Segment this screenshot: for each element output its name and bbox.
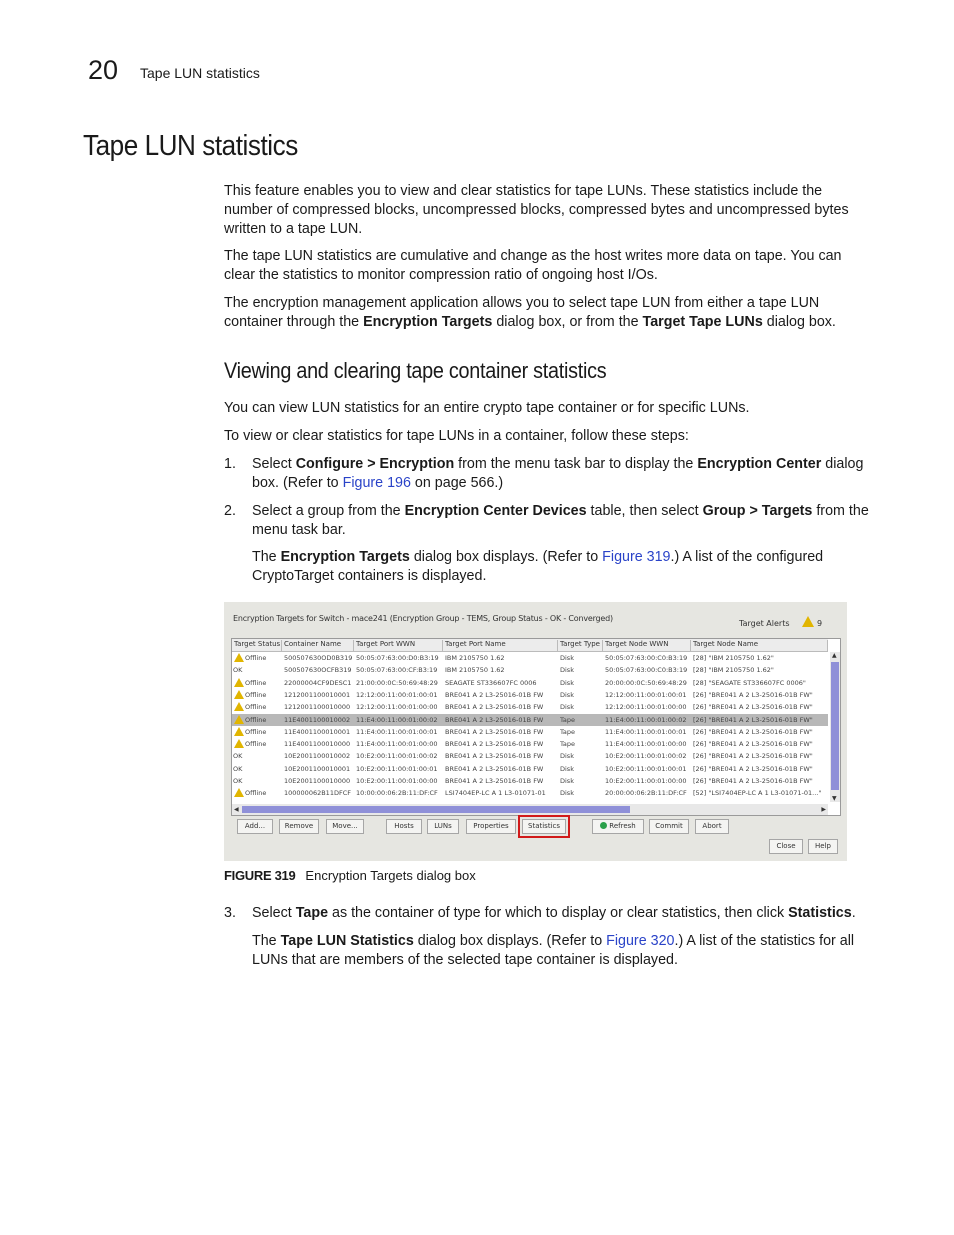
table-cell: [26] "BRE041 A 2 L3-25016-01B FW" [693, 703, 813, 712]
table-cell: 10:E2:00:11:00:01:00:01 [356, 764, 438, 773]
table-cell: BRE041 A 2 L3-25016-01B FW [445, 715, 544, 724]
table-cell: BRE041 A 2 L3-25016-01B FW [445, 740, 544, 749]
table-row[interactable] [232, 701, 828, 713]
dialog-title: Encryption Targets for Switch - mace241 (Encryption Group - TEMS, Group Status - OK - Converged) [233, 614, 613, 623]
term: Configure > Encryption [295, 456, 455, 472]
sub-paragraph-1: You can view LUN statistics for an entire crypto tape container or for specific LUNs. [224, 400, 750, 416]
table-cell: OK [233, 777, 243, 785]
column-header[interactable]: Target Node WWN [603, 640, 691, 651]
table-cell: BRE041 A 2 L3-25016-01B FW [445, 777, 544, 785]
table-cell: SEAGATE ST336607FC 0006 [445, 678, 537, 687]
statistics-button[interactable]: Statistics [522, 819, 566, 834]
table-cell: Tape [560, 740, 576, 749]
table-cell: Tape [560, 727, 576, 736]
figure-caption [224, 868, 476, 883]
table-cell: [52] "LSI7404EP-LC A 1 L3-01071-01..." [693, 789, 822, 798]
table-cell: Offline [245, 727, 267, 736]
column-header[interactable]: Target Type [558, 640, 603, 651]
table-cell: LSI7404EP-LC A 1 L3-01071-01 [445, 789, 546, 798]
add-button[interactable]: Add... [237, 819, 273, 834]
step-2-result [252, 548, 874, 586]
step-text [252, 904, 874, 923]
sub-paragraph-2: To view or clear statistics for tape LUNs in a container, follow these steps: [224, 428, 689, 444]
scroll-left-icon[interactable]: ◀ [234, 806, 239, 813]
table-cell: Disk [560, 777, 574, 785]
table-cell: 11:E4:00:11:00:01:00:01 [605, 727, 687, 736]
scroll-down-icon[interactable]: ▼ [832, 795, 837, 802]
table-cell: 11:E4:00:11:00:01:00:02 [605, 715, 687, 724]
table-cell: Disk [560, 789, 574, 798]
properties-button[interactable]: Properties [466, 819, 516, 834]
target-alerts-label[interactable]: Target Alerts [739, 619, 790, 628]
refresh-button[interactable] [592, 819, 644, 834]
table-cell: 100000062B11DFCF [284, 789, 351, 798]
table-cell: [26] "BRE041 A 2 L3-25016-01B FW" [693, 777, 813, 785]
targets-table [231, 638, 841, 816]
table-row[interactable] [232, 689, 828, 701]
term: Encryption Center [697, 456, 822, 472]
text: as the container of type for which to display or clear statistics, then click [328, 905, 789, 921]
column-header[interactable]: Target Port WWN [354, 640, 443, 651]
help-button[interactable]: Help [808, 839, 838, 854]
table-cell: BRE041 A 2 L3-25016-01B FW [445, 752, 544, 761]
column-header[interactable]: Target Node Name [691, 640, 828, 651]
column-header[interactable]: Target Port Name [443, 640, 558, 651]
table-cell: Offline [245, 715, 267, 724]
text: table, then select [586, 503, 703, 519]
warning-icon [234, 715, 244, 724]
term: Statistics [788, 905, 852, 921]
chapter-number: 20 [88, 55, 119, 85]
text: The [252, 933, 281, 949]
close-button[interactable]: Close [769, 839, 803, 854]
table-cell: 22000004CF9DESC1 [284, 678, 352, 687]
table-cell: 11:E4:00:11:00:01:00:02 [356, 715, 438, 724]
table-cell: Offline [245, 740, 267, 749]
table-cell: 20:00:00:0C:50:69:48:29 [605, 678, 687, 687]
section-title: Tape LUN statistics [83, 130, 298, 162]
remove-button[interactable]: Remove [279, 819, 319, 834]
text: Select a group from the [252, 503, 405, 519]
warning-icon [234, 739, 244, 748]
table-cell: 50:05:07:63:00:CF:B3:19 [356, 666, 438, 675]
scroll-thumb[interactable] [242, 806, 630, 813]
table-cell: 12:12:00:11:00:01:00:01 [605, 690, 687, 699]
step-text [252, 455, 874, 493]
table-row[interactable] [232, 787, 828, 799]
column-header[interactable]: Target Status [232, 640, 282, 651]
table-cell: [28] "IBM 2105750 1.62" [693, 666, 774, 675]
table-cell: Offline [245, 789, 267, 798]
intro-paragraph-2: The tape LUN statistics are cumulative and change as the host writes more data on tape. You can clear the statistics to monitor compression ratio of ongoing host I/Os. [224, 248, 842, 283]
text: . [851, 905, 856, 921]
table-cell: 10:E2:00:11:00:01:00:02 [356, 752, 438, 761]
term-encryption-targets: Encryption Targets [363, 313, 493, 330]
table-cell: [26] "BRE041 A 2 L3-25016-01B FW" [693, 752, 813, 761]
table-cell: Offline [245, 678, 267, 687]
encryption-targets-dialog [224, 602, 847, 861]
table-row[interactable] [232, 726, 828, 738]
text: Select [252, 456, 296, 472]
text: dialog box, or from the [492, 313, 643, 330]
table-cell: 12:12:00:11:00:01:00:01 [356, 690, 438, 699]
table-cell: Disk [560, 654, 574, 662]
step-number: 1. [224, 456, 236, 472]
table-cell: Disk [560, 752, 574, 761]
figure-label: FIGURE 319 [224, 868, 296, 883]
table-cell: [28] "IBM 2105750 1.62" [693, 654, 774, 662]
term: Tape LUN Statistics [280, 933, 414, 949]
table-cell: [26] "BRE041 A 2 L3-25016-01B FW" [693, 690, 813, 699]
term: Tape [295, 905, 329, 921]
table-row[interactable] [232, 652, 828, 664]
table-cell: 11E4001100010002 [284, 715, 351, 724]
alerts-count: 9 [817, 619, 823, 628]
table-cell: 10E2001100010001 [284, 764, 351, 773]
table-cell: Offline [245, 690, 267, 699]
table-cell: [26] "BRE041 A 2 L3-25016-01B FW" [693, 740, 813, 749]
table-cell: 11E4001100010001 [284, 727, 351, 736]
table-cell: 20:00:00:06:2B:11:DF:CF [605, 789, 687, 798]
table-cell: OK [233, 666, 243, 675]
table-cell: Offline [245, 703, 267, 712]
table-header [232, 639, 828, 652]
text: The [252, 549, 281, 565]
table-cell: 1212001100010001 [284, 690, 351, 699]
text: The encryption management application allows you to select tape LUN from either a tape LUN container through the [224, 295, 820, 330]
table-cell: IBM 2105750 1.62 [445, 666, 505, 675]
table-cell: Disk [560, 703, 574, 712]
warning-icon [234, 690, 244, 699]
term: Encryption Targets [280, 549, 410, 565]
warning-icon [802, 616, 814, 627]
refresh-label: Refresh [609, 822, 636, 830]
table-cell: OK [233, 764, 243, 773]
table-cell: IBM 2105750 1.62 [445, 654, 505, 662]
luns-button[interactable]: LUNs [427, 819, 459, 834]
abort-button[interactable]: Abort [695, 819, 729, 834]
table-cell: 500507630OCFB319 [284, 666, 352, 675]
table-cell: Disk [560, 764, 574, 773]
chapter-title: Tape LUN statistics [140, 65, 260, 81]
figure-320-link[interactable]: Figure 320 [606, 933, 675, 949]
table-cell: 10:E2:00:11:00:01:00:00 [356, 777, 438, 785]
step-3 [224, 904, 874, 926]
table-row[interactable] [232, 763, 828, 775]
refresh-icon [600, 822, 607, 829]
scroll-right-icon[interactable]: ▶ [821, 806, 826, 813]
step-text [252, 502, 874, 540]
table-cell: 10:E2:00:11:00:01:00:02 [605, 752, 687, 761]
table-cell: 500507630OD0B319 [284, 654, 353, 662]
text: dialog box. (Refer to [252, 456, 864, 491]
table-cell: BRE041 A 2 L3-25016-01B FW [445, 764, 544, 773]
horizontal-scrollbar[interactable] [232, 804, 828, 815]
term-target-tape-luns: Target Tape LUNs [642, 313, 763, 330]
term: Encryption Center Devices [404, 503, 587, 519]
table-cell: 11:E4:00:11:00:01:00:00 [356, 740, 438, 749]
table-cell: [28] "SEAGATE ST336607FC 0006" [693, 678, 806, 687]
table-cell: BRE041 A 2 L3-25016-01B FW [445, 703, 544, 712]
table-cell: 10:00:00:06:2B:11:DF:CF [356, 789, 438, 798]
table-cell: 50:05:07:63:00:C0:B3:19 [605, 666, 688, 675]
table-cell: BRE041 A 2 L3-25016-01B FW [445, 690, 544, 699]
intro-paragraph-1: This feature enables you to view and clear statistics for tape LUNs. These statistics include the number of compressed blocks, uncompressed blocks, compressed bytes and uncompressed bytes written to a tape LUN. [224, 183, 849, 237]
intro-paragraph-3 [224, 294, 874, 332]
text: .) A list of the configured CryptoTarget containers is displayed. [252, 549, 824, 584]
table-cell: OK [233, 752, 243, 761]
step-number: 2. [224, 503, 236, 519]
table-cell: Disk [560, 690, 574, 699]
text: from the menu task bar to display the [454, 456, 698, 472]
text: dialog box displays. (Refer to [409, 549, 603, 565]
table-cell: Tape [560, 715, 576, 724]
table-row[interactable] [232, 775, 828, 787]
table-cell: [26] "BRE041 A 2 L3-25016-01B FW" [693, 727, 813, 736]
scroll-thumb[interactable] [831, 662, 839, 790]
warning-icon [234, 702, 244, 711]
table-cell: 11E4001100010000 [284, 740, 351, 749]
table-cell: Disk [560, 666, 574, 675]
text: dialog box. [762, 313, 836, 330]
figure-caption-text: Encryption Targets dialog box [305, 868, 476, 883]
table-cell: 11:E4:00:11:00:01:00:00 [605, 740, 687, 749]
table-cell: 10:E2:00:11:00:01:00:00 [605, 777, 687, 785]
column-header[interactable]: Container Name [282, 640, 354, 651]
text: dialog box displays. (Refer to [413, 933, 607, 949]
text: on page 566.) [410, 474, 504, 491]
figure-196-link[interactable]: Figure 196 [342, 474, 411, 491]
warning-icon [234, 678, 244, 687]
table-row[interactable] [232, 677, 828, 689]
warning-icon [234, 788, 244, 797]
table-cell: 12:12:00:11:00:01:00:00 [605, 703, 687, 712]
warning-icon [234, 653, 244, 662]
figure-319-link[interactable]: Figure 319 [602, 549, 671, 565]
table-cell: 11:E4:00:11:00:01:00:01 [356, 727, 438, 736]
table-cell: 10E2001100010002 [284, 752, 351, 761]
table-cell: 21:00:00:0C:50:69:48:29 [356, 678, 438, 687]
table-row[interactable] [232, 714, 828, 726]
table-cell: 10E2001100010000 [284, 777, 351, 785]
step-number: 3. [224, 905, 236, 921]
table-row[interactable] [232, 664, 828, 676]
text: from the menu task bar. [252, 503, 869, 538]
commit-button[interactable]: Commit [649, 819, 689, 834]
table-cell: 1212001100010000 [284, 703, 351, 712]
scroll-up-icon[interactable]: ▲ [832, 652, 837, 659]
table-cell: 50:05:07:63:00:D0:B3:19 [356, 654, 439, 662]
table-row[interactable] [232, 750, 828, 762]
table-row[interactable] [232, 738, 828, 750]
step-1 [224, 455, 874, 495]
vertical-scrollbar[interactable] [830, 652, 840, 802]
text: Select [252, 905, 296, 921]
step-2 [224, 502, 874, 542]
hosts-button[interactable]: Hosts [386, 819, 422, 834]
text: .) A list of the statistics for all LUNs that are members of the selected tape container is displayed. [252, 933, 855, 968]
table-cell: 10:E2:00:11:00:01:00:01 [605, 764, 687, 773]
table-cell: [26] "BRE041 A 2 L3-25016-01B FW" [693, 764, 813, 773]
step-3-result [252, 932, 874, 970]
table-cell: Disk [560, 678, 574, 687]
table-cell: [26] "BRE041 A 2 L3-25016-01B FW" [693, 715, 813, 724]
table-cell: Offline [245, 654, 267, 662]
table-cell: 12:12:00:11:00:01:00:00 [356, 703, 438, 712]
table-cell: 50:05:07:63:00:C0:B3:19 [605, 654, 688, 662]
term: Group > Targets [702, 503, 813, 519]
subsection-title: Viewing and clearing tape container statistics [224, 358, 607, 383]
table-cell: BRE041 A 2 L3-25016-01B FW [445, 727, 544, 736]
move-button[interactable]: Move... [326, 819, 364, 834]
warning-icon [234, 727, 244, 736]
